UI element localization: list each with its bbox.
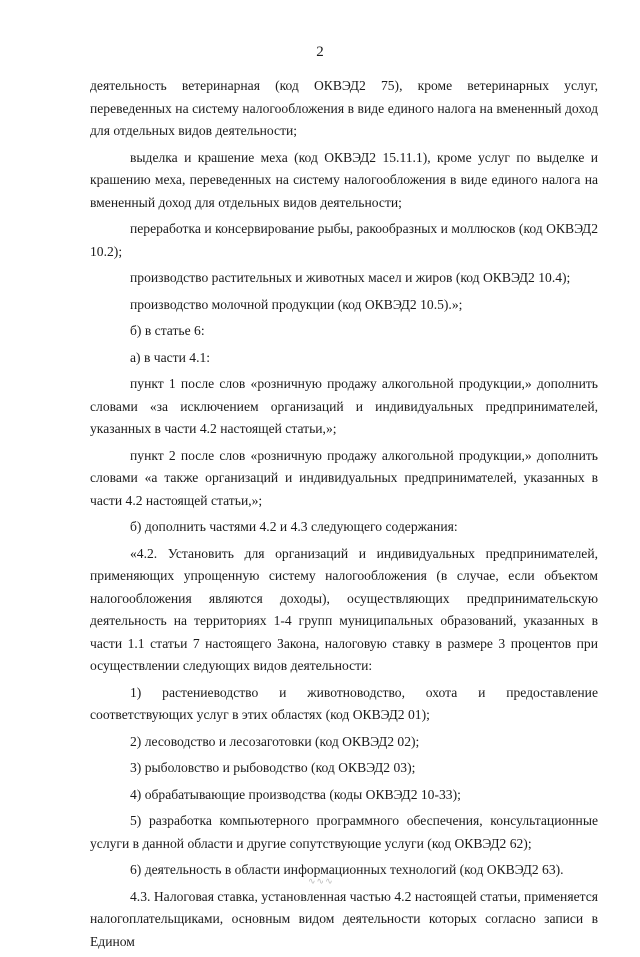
faint-mark: ∿∿∿ (308, 876, 334, 886)
paragraph-item-2: пункт 2 после слов «розничную продажу алкогольной продукции,» дополнить словами «а также организаций и индивидуальных предпринимателей, указанных в части 4.2 настоящей статьи,»; (90, 447, 598, 508)
paragraph-item-1: пункт 1 после слов «розничную продажу алкогольной продукции,» дополнить словами «за исключением организаций и индивидуальных предпринимателей, указанных в части 4.2 настоящей статьи,»; (90, 376, 598, 436)
paragraph-dairy: производство молочной продукции (код ОКВЭД2 10.5).»; (130, 296, 463, 312)
paragraph-part-4-2: «4.2. Установить для организаций и индивидуальных предпринимателей, применяющих упрощенную систему налогообложения (в случае, если объектом налогообложения являются доходы), осуществляющих предпринимательскую деятельность на территориях 1-4 групп муниципальных образований, указанных в части 1.1 статьи 7 настоящего Закона, налоговую ставку в размере 3 процентов при осуществлении следующих видов деятельности: (90, 545, 598, 673)
paragraph-vet: деятельность ветеринарная (код ОКВЭД2 75), кроме ветеринарных услуг, переведенных на систему налогообложения в виде единого налога на вмененный доход для отдельных видов деятельности; (90, 78, 598, 138)
paragraph-part-4-3: 4.3. Налоговая ставка, установленная частью 4.2 настоящей статьи, применяется налогоплательщиками, основным видом деятельности которых согласно записи в Едином (90, 888, 598, 949)
paragraph-part-4-1: а) в части 4.1: (130, 349, 211, 365)
page-number: 2 (316, 44, 324, 60)
paragraph-fur: выделка и крашение меха (код ОКВЭД2 15.11.1), кроме услуг по выделке и крашению меха, переведенных на систему налогообложения в виде единого налога на вмененный доход для отдельных видов деятельности; (90, 149, 598, 210)
paragraph-fish: переработка и консервирование рыбы, ракообразных и моллюсков (код ОКВЭД2 10.2); (90, 221, 598, 259)
list-item-1: 1) растениеводство и животноводство, охота и предоставление соответствующих услуг в этих областях (код ОКВЭД2 01); (90, 684, 598, 722)
paragraph-add-parts: б) дополнить частями 4.2 и 4.3 следующего содержания: (130, 519, 458, 534)
paragraph-article-6: б) в статье 6: (130, 323, 205, 338)
list-item-6: 6) деятельность в области информационных технологий (код ОКВЭД2 63). (130, 862, 564, 877)
document-body (90, 75, 598, 957)
list-item-4: 4) обрабатывающие производства (коды ОКВЭД2 10-33); (130, 786, 461, 802)
paragraph-oils: производство растительных и животных масел и жиров (код ОКВЭД2 10.4); (130, 270, 571, 285)
list-item-5: 5) разработка компьютерного программного обеспечения, консультационные услуги в данной области и другие сопутствующие услуги (код ОКВЭД2 62); (90, 813, 598, 851)
list-item-3: 3) рыболовство и рыбоводство (код ОКВЭД2 03); (130, 760, 416, 775)
list-item-2: 2) лесоводство и лесозаготовки (код ОКВЭД2 02); (130, 733, 420, 749)
